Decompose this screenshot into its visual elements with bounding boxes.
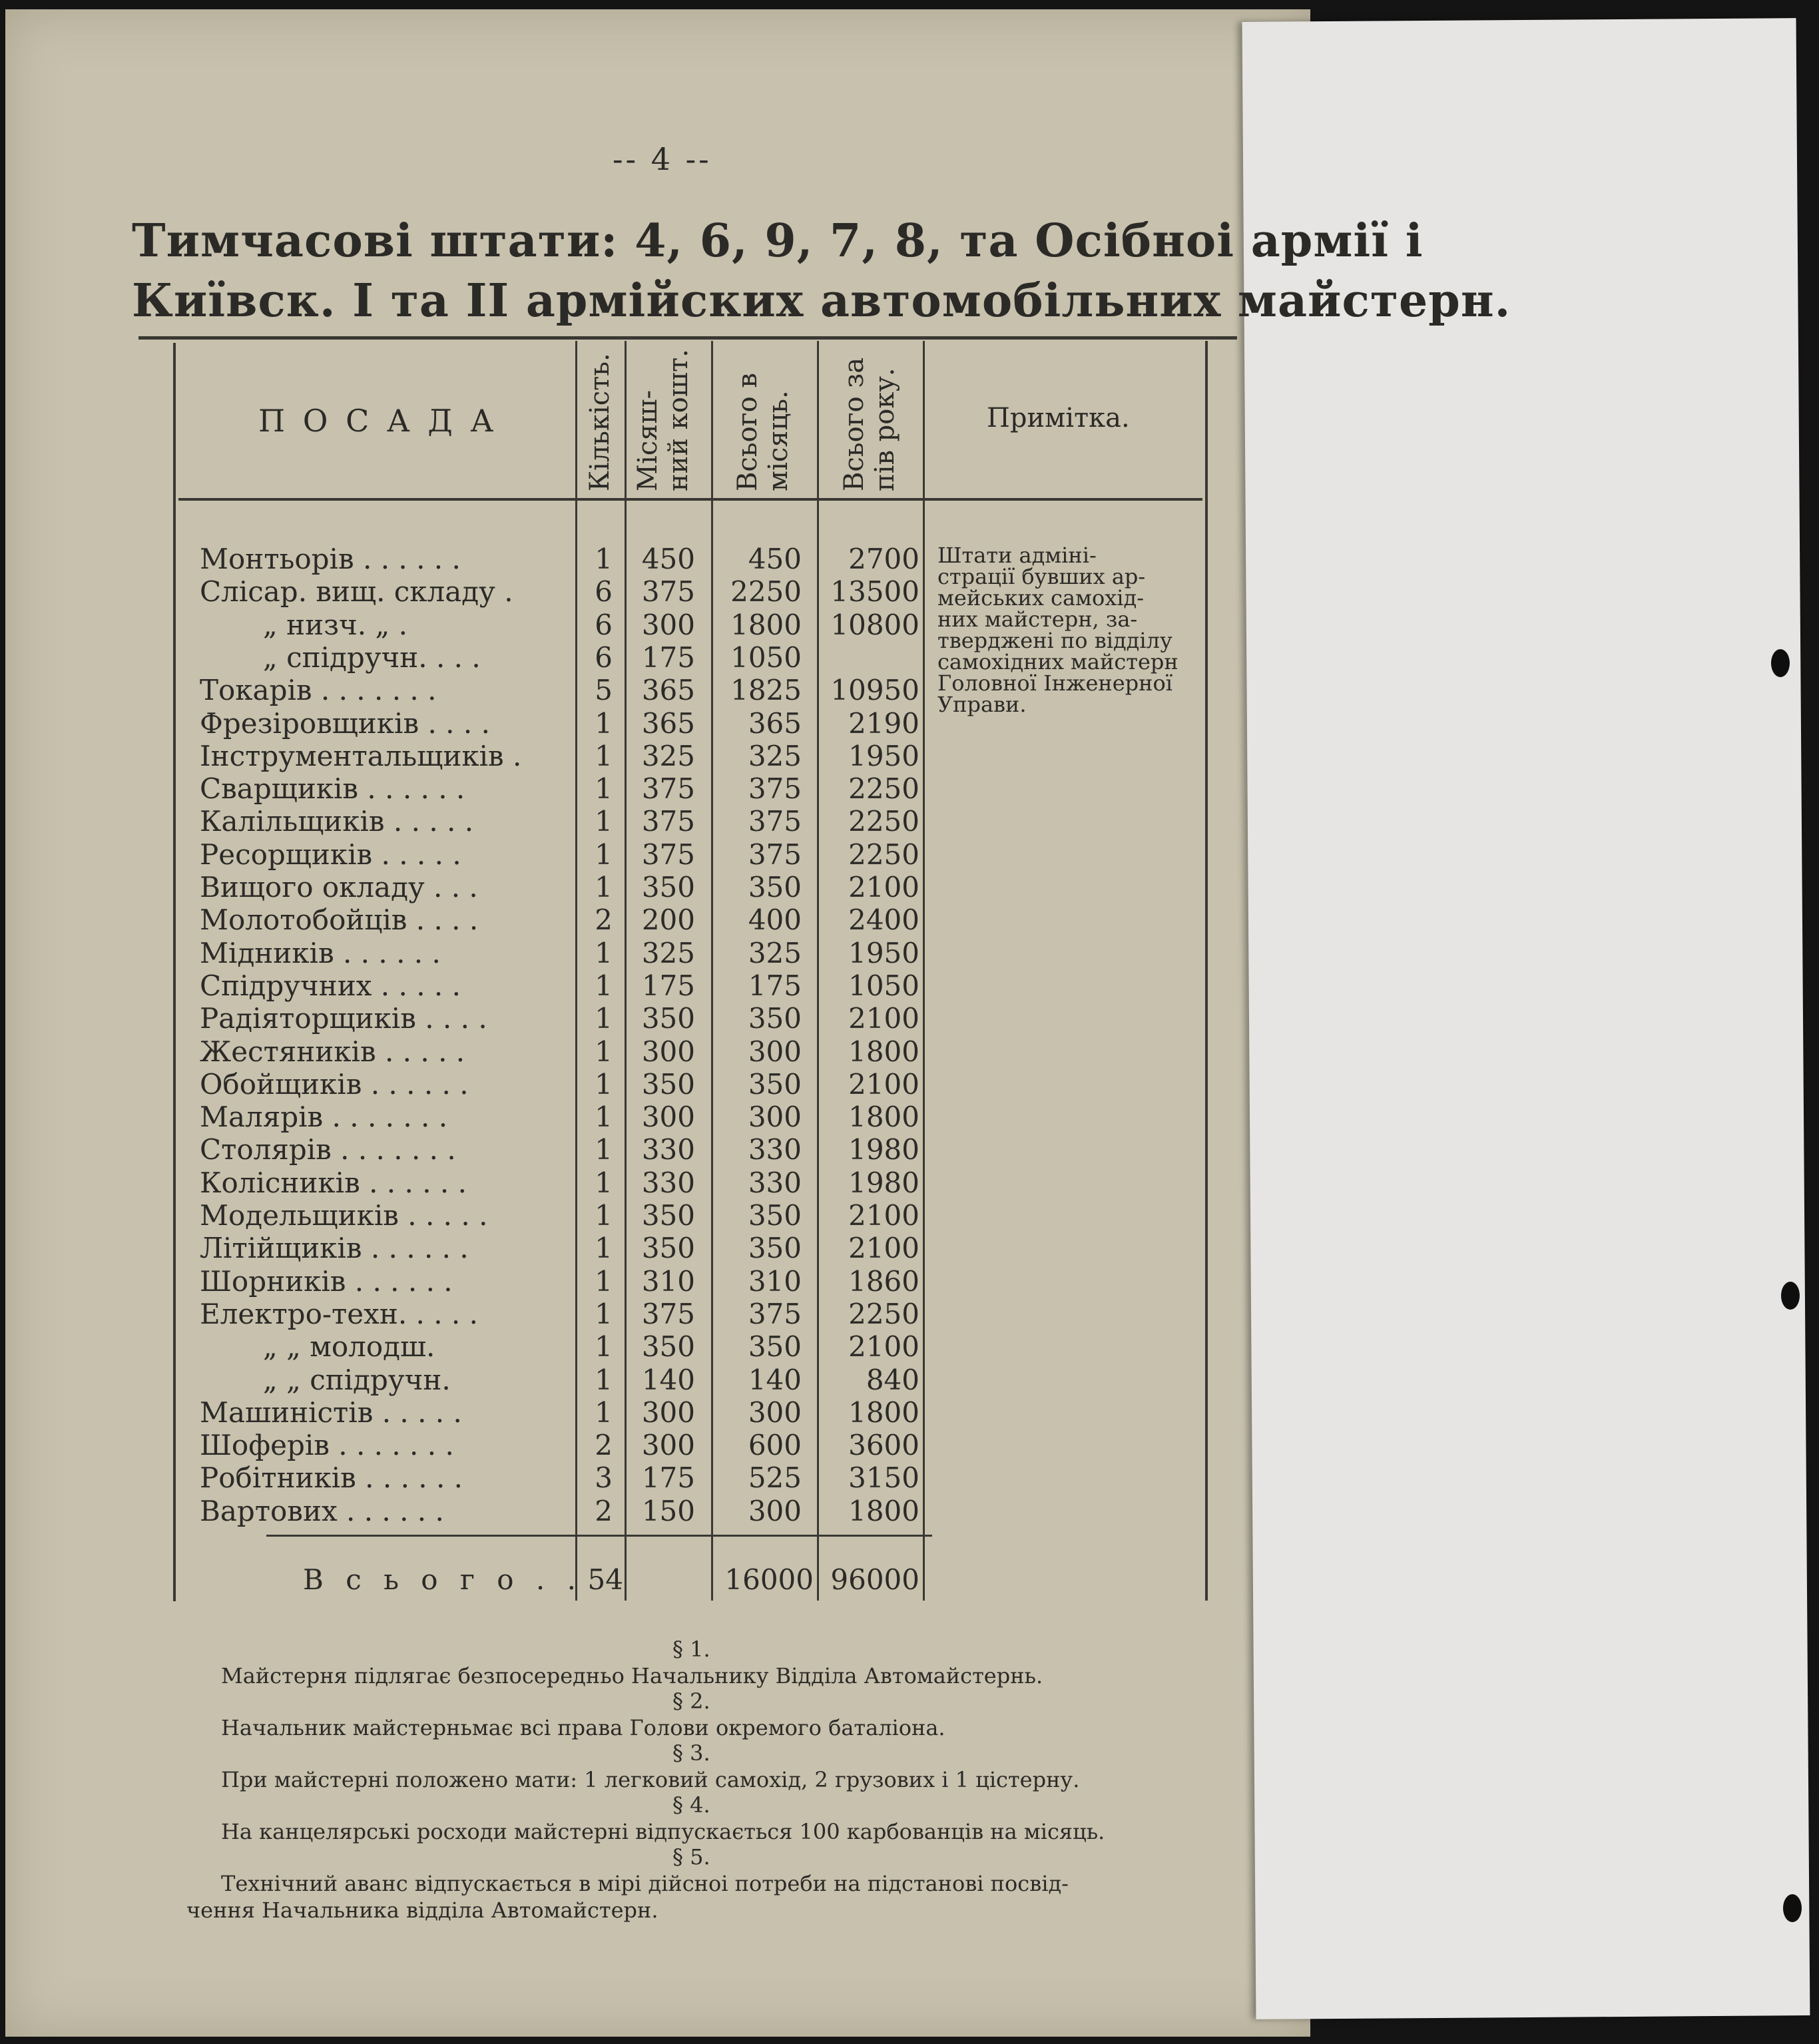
- row-month: 175: [748, 969, 802, 1002]
- paragraph-heading: § 5.: [672, 1844, 710, 1870]
- row-month: 450: [748, 543, 802, 575]
- header-position: П О С А Д А: [258, 403, 498, 439]
- table-row: [0, 1232, 932, 1264]
- row-half: 2100: [848, 1002, 919, 1035]
- row-name: Токарів . . . . . . .: [200, 674, 437, 707]
- table-row: [0, 707, 932, 740]
- row-count: 1: [595, 969, 613, 1002]
- table-row: [0, 1495, 932, 1527]
- row-rate: 310: [641, 1264, 695, 1298]
- row-half: 1800: [848, 1494, 919, 1527]
- table-row: [0, 740, 932, 772]
- row-count: 1: [595, 1035, 613, 1068]
- row-month: 350: [748, 1232, 802, 1265]
- row-month: 350: [748, 1199, 802, 1232]
- row-name: Шоферів . . . . . . .: [200, 1429, 454, 1462]
- row-month: 350: [748, 871, 802, 903]
- row-name: Столярів . . . . . . .: [200, 1133, 456, 1166]
- row-half: 2400: [848, 903, 919, 937]
- table-row: [0, 1068, 932, 1101]
- note-line: самохідних майстерн: [937, 649, 1178, 674]
- row-rate: 175: [641, 640, 695, 674]
- row-count: 1: [595, 772, 613, 806]
- row-half: 1800: [848, 1396, 919, 1429]
- row-month: 350: [748, 1067, 802, 1101]
- table-row: [0, 1133, 932, 1166]
- punch-hole: [1771, 649, 1790, 677]
- paragraph-heading: § 2.: [672, 1688, 710, 1714]
- row-name: Малярів . . . . . . .: [200, 1101, 448, 1134]
- row-rate: 175: [641, 1461, 695, 1495]
- row-name: Ресорщиків . . . . .: [200, 838, 461, 871]
- row-name: Радіяторщиків . . . .: [200, 1002, 487, 1035]
- row-count: 6: [595, 575, 613, 609]
- table-row: [0, 575, 932, 608]
- row-name: Модельщиків . . . . .: [200, 1199, 488, 1232]
- row-name: Шорників . . . . . .: [200, 1264, 453, 1298]
- row-count: 1: [595, 1067, 613, 1101]
- header-monthly-rate: Місяш- ний кошт.: [633, 349, 694, 491]
- row-count: 2: [595, 903, 613, 937]
- row-half: 2250: [848, 805, 919, 838]
- table-row: [0, 838, 932, 871]
- table-row: [0, 903, 932, 936]
- punch-hole: [1781, 1282, 1800, 1310]
- row-count: 1: [595, 739, 613, 772]
- row-rate: 300: [641, 1101, 695, 1134]
- row-count: 1: [595, 543, 613, 575]
- paragraph-text: чення Начальника відділа Автомайстерн.: [186, 1898, 658, 1923]
- row-name: Літійщиків . . . . . .: [200, 1232, 469, 1265]
- row-name: Інструментальщиків .: [200, 739, 522, 772]
- row-name: Обойщиків . . . . . .: [200, 1067, 469, 1101]
- table-right-border: [1205, 341, 1208, 1601]
- row-month: 300: [748, 1494, 802, 1527]
- row-rate: 300: [641, 608, 695, 641]
- row-count: 1: [595, 805, 613, 838]
- row-month: 350: [748, 1330, 802, 1364]
- row-name: Спідручних . . . . .: [200, 969, 461, 1002]
- table-row: [0, 1035, 932, 1068]
- row-month: 140: [748, 1363, 802, 1396]
- row-count: 1: [595, 1297, 613, 1330]
- row-half: 2100: [848, 1330, 919, 1364]
- row-rate: 375: [641, 575, 695, 609]
- paragraph-text: Начальник майстерньмає всі права Голови окремого баталіона.: [221, 1715, 945, 1740]
- note-line: Головної Інженерної: [937, 670, 1172, 696]
- paragraph-heading: § 4.: [672, 1792, 710, 1818]
- row-half: 2700: [848, 543, 919, 575]
- total-count: 54: [587, 1563, 623, 1596]
- row-month: 325: [748, 936, 802, 969]
- row-half: 13500: [830, 575, 919, 609]
- row-half: 1980: [848, 1166, 919, 1199]
- row-count: 1: [595, 1396, 613, 1429]
- row-rate: 350: [641, 1199, 695, 1232]
- row-count: 1: [595, 1002, 613, 1035]
- row-month: 525: [748, 1461, 802, 1495]
- row-count: 1: [595, 1101, 613, 1134]
- row-count: 1: [595, 1232, 613, 1265]
- row-month: 330: [748, 1166, 802, 1199]
- row-name: Монтьорів . . . . . .: [200, 543, 461, 575]
- paragraph-text: Майстерня підлягає безпосередньо Начальнику Відділа Автомайстернь.: [221, 1663, 1043, 1688]
- row-count: 1: [595, 1363, 613, 1396]
- header-bottom-rule: [178, 498, 1202, 501]
- row-month: 300: [748, 1101, 802, 1134]
- page-number: -- 4 --: [613, 141, 712, 177]
- row-month: 325: [748, 739, 802, 772]
- row-count: 1: [595, 1133, 613, 1166]
- row-half: 840: [866, 1363, 919, 1396]
- row-rate: 350: [641, 1330, 695, 1364]
- row-count: 1: [595, 706, 613, 740]
- row-half: 2190: [848, 706, 919, 740]
- paragraph-text: Технічний аванс відпускається в мірі дійсноі потреби на підстанові посвід-: [221, 1871, 1069, 1896]
- row-count: 1: [595, 1264, 613, 1298]
- table-row: [0, 641, 932, 674]
- row-month: 1825: [730, 674, 802, 707]
- row-count: 5: [595, 674, 613, 707]
- row-half: 1950: [848, 936, 919, 969]
- row-rate: 175: [641, 969, 695, 1002]
- paragraph-text: При майстерні положено мати: 1 легковий самохід, 2 грузових і 1 цістерну.: [221, 1767, 1080, 1792]
- row-half: 1860: [848, 1264, 919, 1298]
- row-half: 3600: [848, 1429, 919, 1462]
- table-row: [0, 1002, 932, 1035]
- row-name: Вищого окладу . . .: [200, 871, 478, 903]
- row-count: 1: [595, 838, 613, 871]
- table-row: [0, 543, 932, 575]
- table-row: [0, 969, 932, 1002]
- row-month: 1050: [730, 640, 802, 674]
- total-row: [0, 1563, 999, 1596]
- row-rate: 330: [641, 1166, 695, 1199]
- row-month: 300: [748, 1035, 802, 1068]
- row-rate: 375: [641, 772, 695, 806]
- total-rule: [266, 1535, 932, 1537]
- row-count: 3: [595, 1461, 613, 1495]
- table-row: [0, 772, 932, 805]
- row-name: „ спідручн. . . .: [263, 640, 481, 674]
- note-line: них майстерн, за-: [937, 607, 1138, 632]
- document-title-continued: Київск. І та II армійских автомобільних майстерн.: [132, 274, 1511, 328]
- table-row: [0, 1199, 932, 1232]
- row-count: 6: [595, 640, 613, 674]
- row-count: 1: [595, 1199, 613, 1232]
- row-half: 2100: [848, 1232, 919, 1265]
- row-month: 375: [748, 772, 802, 806]
- table-row: [0, 937, 932, 969]
- table-row: [0, 1265, 932, 1298]
- total-month: 16000: [724, 1563, 814, 1596]
- row-rate: 365: [641, 674, 695, 707]
- row-month: 375: [748, 1297, 802, 1330]
- row-rate: 300: [641, 1429, 695, 1462]
- table-row: [0, 1364, 932, 1396]
- row-half: 10950: [830, 674, 919, 707]
- row-rate: 140: [641, 1363, 695, 1396]
- row-rate: 300: [641, 1396, 695, 1429]
- row-rate: 365: [641, 706, 695, 740]
- row-half: 1050: [848, 969, 919, 1002]
- row-rate: 330: [641, 1133, 695, 1166]
- row-name: Колісників . . . . . .: [200, 1166, 467, 1199]
- row-name: Мідників . . . . . .: [200, 936, 441, 969]
- row-name: „ „ спідручн.: [263, 1363, 451, 1396]
- row-name: Електро-техн. . . . .: [200, 1297, 478, 1330]
- row-rate: 350: [641, 1232, 695, 1265]
- row-rate: 350: [641, 1002, 695, 1035]
- note-line: страції бувших ар-: [937, 564, 1146, 589]
- row-month: 365: [748, 706, 802, 740]
- document-title: Тимчасові штати: 4, 6, 9, 7, 8, та Осібноі армії і: [132, 214, 1424, 268]
- table-top-rule: [138, 336, 1237, 340]
- row-name: Вартових . . . . . .: [200, 1494, 444, 1527]
- row-name: Жестяників . . . . .: [200, 1035, 465, 1068]
- row-half: 3150: [848, 1461, 919, 1495]
- row-name: Сварщиків . . . . . .: [200, 772, 465, 806]
- table-row: [0, 1330, 932, 1363]
- row-month: 375: [748, 838, 802, 871]
- row-count: 1: [595, 1166, 613, 1199]
- paragraph-text: На канцелярські росходи майстерні відпускається 100 карбованців на місяць.: [221, 1819, 1105, 1844]
- header-note: Примітка.: [987, 403, 1130, 433]
- note-cell: [937, 545, 1190, 715]
- row-name: Слісар. вищ. складу .: [200, 575, 513, 609]
- table-row: [0, 805, 932, 838]
- table-row: [0, 674, 932, 706]
- row-name: „ низч. „ .: [263, 608, 407, 641]
- row-month: 2250: [730, 575, 802, 609]
- row-rate: 450: [641, 543, 695, 575]
- paragraph-heading: § 1.: [672, 1637, 710, 1662]
- total-half: 96000: [830, 1563, 919, 1596]
- row-half: 2100: [848, 1199, 919, 1232]
- row-rate: 300: [641, 1035, 695, 1068]
- row-half: 1950: [848, 739, 919, 772]
- row-half: 2250: [848, 838, 919, 871]
- row-month: 300: [748, 1396, 802, 1429]
- table-row: [0, 1461, 932, 1494]
- row-half: 2250: [848, 1297, 919, 1330]
- row-rate: 150: [641, 1494, 695, 1527]
- row-month: 375: [748, 805, 802, 838]
- row-half: 1800: [848, 1035, 919, 1068]
- table-row: [0, 1166, 932, 1199]
- total-label: В с ь о г о . .: [303, 1563, 583, 1596]
- row-rate: 375: [641, 1297, 695, 1330]
- row-half: 2100: [848, 871, 919, 903]
- row-month: 400: [748, 903, 802, 937]
- row-name: Молотобойців . . . .: [200, 903, 479, 937]
- row-name: Фрезіровщиків . . . .: [200, 706, 490, 740]
- row-month: 1800: [730, 608, 802, 641]
- row-rate: 350: [641, 871, 695, 903]
- table-row: [0, 1298, 932, 1330]
- row-name: Машиністів . . . . .: [200, 1396, 462, 1429]
- table-row: [0, 609, 932, 641]
- note-line: мейських самохід-: [937, 585, 1144, 611]
- row-half: 1980: [848, 1133, 919, 1166]
- table-row: [0, 1429, 932, 1461]
- header-total-halfyear: Всього за пів року.: [839, 357, 900, 491]
- row-month: 330: [748, 1133, 802, 1166]
- row-count: 2: [595, 1429, 613, 1462]
- row-rate: 375: [641, 838, 695, 871]
- row-count: 2: [595, 1494, 613, 1527]
- note-line: Управи.: [937, 692, 1027, 717]
- row-count: 1: [595, 1330, 613, 1364]
- punch-hole: [1783, 1894, 1802, 1922]
- row-count: 6: [595, 608, 613, 641]
- row-month: 350: [748, 1002, 802, 1035]
- row-count: 1: [595, 936, 613, 969]
- header-total-month: Всього в місяць.: [732, 373, 794, 491]
- row-rate: 200: [641, 903, 695, 937]
- row-half: 2100: [848, 1067, 919, 1101]
- header-count: Кількість.: [585, 353, 615, 491]
- note-line: тверджені по відділу: [937, 628, 1172, 653]
- row-rate: 350: [641, 1067, 695, 1101]
- row-half: 1800: [848, 1101, 919, 1134]
- note-line: Штати адміні-: [937, 543, 1097, 568]
- row-half: 2250: [848, 772, 919, 806]
- row-month: 600: [748, 1429, 802, 1462]
- row-count: 1: [595, 871, 613, 903]
- row-month: 310: [748, 1264, 802, 1298]
- row-name: Калільщиків . . . . .: [200, 805, 474, 838]
- row-name: Робітників . . . . . .: [200, 1461, 463, 1495]
- row-name: „ „ молодш.: [263, 1330, 435, 1364]
- row-rate: 325: [641, 936, 695, 969]
- row-rate: 325: [641, 739, 695, 772]
- paragraph-heading: § 3.: [672, 1740, 710, 1766]
- row-half: 10800: [830, 608, 919, 641]
- row-rate: 375: [641, 805, 695, 838]
- table-row: [0, 1101, 932, 1133]
- table-row: [0, 871, 932, 903]
- table-row: [0, 1396, 932, 1429]
